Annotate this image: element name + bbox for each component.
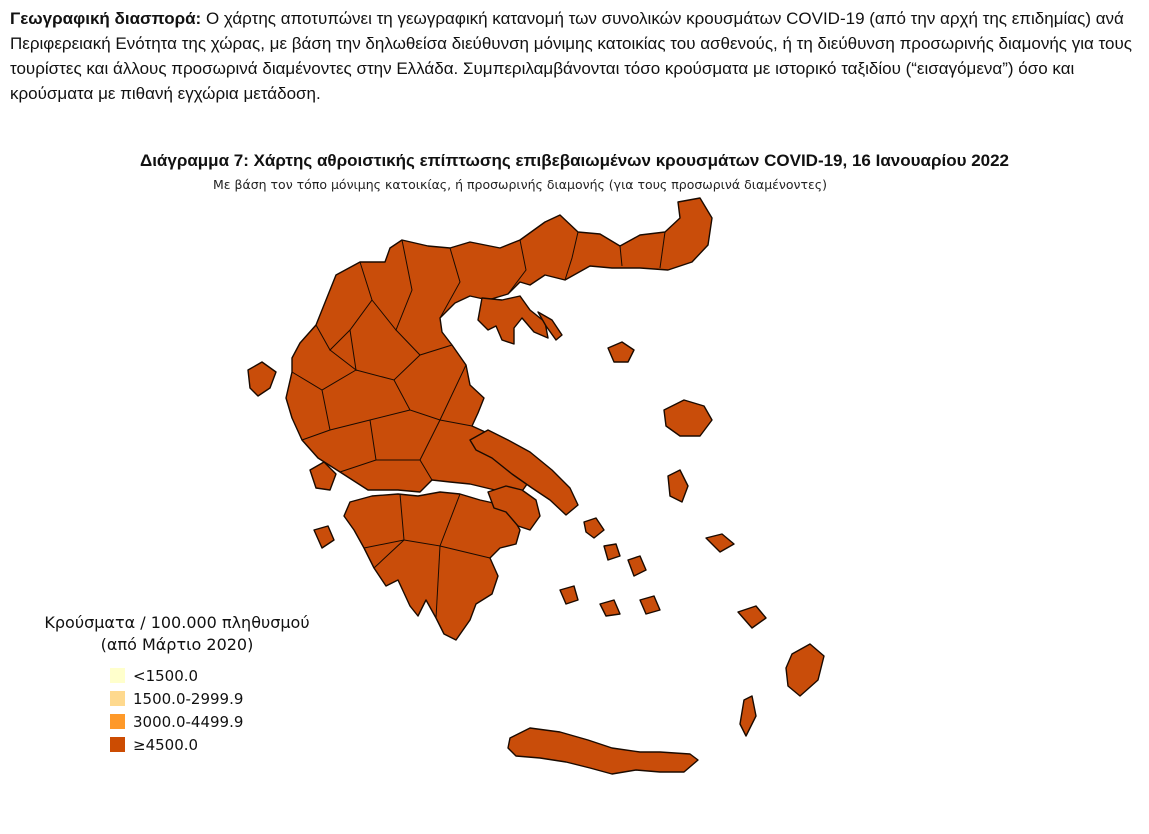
legend-item [110, 710, 243, 733]
legend-label: <1500.0 [133, 666, 199, 685]
region-corfu [248, 362, 276, 396]
region-cyclades-6 [640, 596, 660, 614]
region-peloponnese [344, 492, 520, 640]
region-cyclades-5 [600, 600, 620, 616]
region-cyclades-4 [560, 586, 578, 604]
map-title: Διάγραμμα 7: Χάρτης αθροιστικής επίπτωσης επιβεβαιωμένων κρουσμάτων COVID-19, 16 Ιανουαρίου 2022 [139, 151, 1010, 170]
region-rhodes [786, 644, 824, 696]
legend-swatch [110, 668, 125, 683]
legend-label: 1500.0-2999.9 [133, 689, 244, 708]
region-thasos [608, 342, 634, 362]
intro-paragraph [10, 6, 1140, 106]
region-cyclades-3 [628, 556, 646, 576]
region-cyclades-2 [604, 544, 620, 560]
region-cyclades-1 [584, 518, 604, 538]
region-karpathos [740, 696, 756, 736]
region-samos [706, 534, 734, 552]
legend-title-line1: Κρούσματα / 100.000 πληθυσμού [44, 613, 310, 632]
legend-label: 3000.0-4499.9 [133, 712, 244, 731]
legend [110, 664, 243, 756]
legend-swatch [110, 714, 125, 729]
legend-item [110, 664, 243, 687]
legend-title [22, 612, 332, 656]
region-kos [738, 606, 766, 628]
legend-label: ≥4500.0 [133, 735, 199, 754]
intro-lead: Γεωγραφική διασπορά: [10, 9, 202, 28]
legend-item [110, 733, 243, 756]
region-crete [508, 728, 698, 774]
intro-text: Ο χάρτης αποτυπώνει τη γεωγραφική κατανομή των συνολικών κρουσμάτων COVID-19 (από την αρχή της επιδημίας) ανά Περιφερειακή Ενότητα της χώρας, με βάση την δηλωθείσα διεύθυνση μόνιμης κατοικίας του ασθενούς, ή τη διεύθυνση προσωρινής διαμονής για τους τουρίστες και άλλους προσωρινά διαμένοντες στην Ελλάδα. Συμπεριλαμβάνονται τόσο κρούσματα με ιστορικό ταξιδίου (“εισαγόμενα”) όσο και κρούσματα με πιθανή εγχώρια μετάδοση. [10, 9, 1132, 103]
legend-title-line2: (από Μάρτιο 2020) [100, 635, 254, 654]
legend-swatch [110, 737, 125, 752]
legend-swatch [110, 691, 125, 706]
legend-item [110, 687, 243, 710]
map-subtitle: Με βάση τον τόπο μόνιμης κατοικίας, ή προσωρινής διαμονής (για τους προσωρινά διαμένοντες) [212, 177, 828, 192]
region-chios [668, 470, 688, 502]
region-lesvos [664, 400, 712, 436]
region-chalkidiki [478, 296, 548, 344]
region-zakynthos [314, 526, 334, 548]
